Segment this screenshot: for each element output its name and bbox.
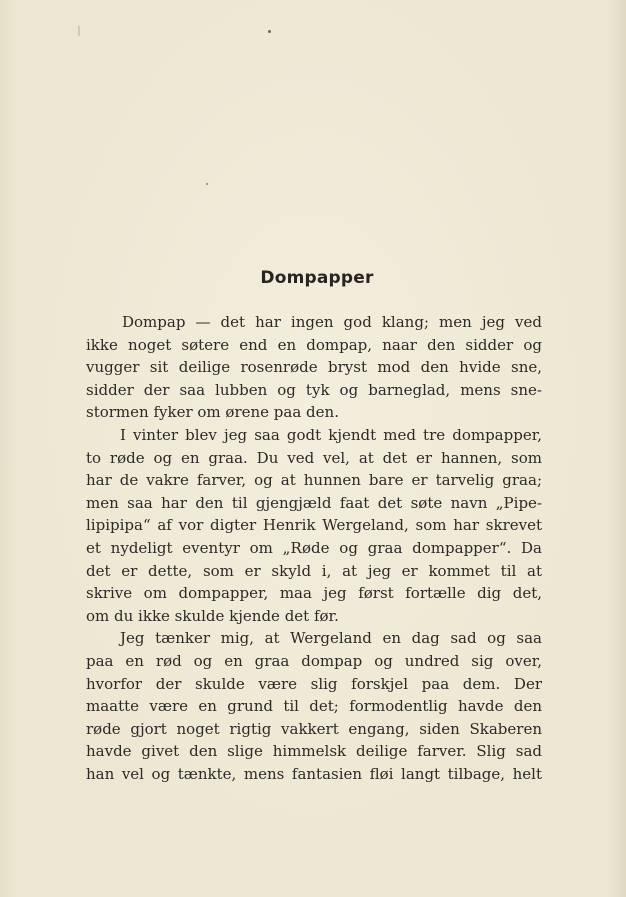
text-line: havde givet den slige himmelsk deilige farver. Slig sad (86, 742, 542, 761)
text-line: Dompap — det har ingen god klang; men jeg ved (122, 313, 542, 331)
text-line: om du ikke skulde kjende det før. (86, 606, 339, 625)
text-line: sidder der saa lubben og tyk og barneglad, mens sne- (86, 380, 542, 399)
body-text (86, 311, 542, 785)
text-line: røde gjort noget rigtig vakkert engang, siden Skaberen (86, 719, 542, 738)
text-line: lipipipa“ af vor digter Henrik Wergeland, som har skrevet (86, 516, 542, 535)
text-line: men saa har den til gjengjæld faat det søte navn „Pipe- (86, 493, 542, 512)
text-line: vugger sit deilige rosenrøde bryst mod den hvide sne, (86, 358, 542, 377)
text-line: Jeg tænker mig, at Wergeland en dag sad og saa (120, 629, 542, 648)
text-line: ikke noget søtere end en dompap, naar den sidder og (86, 335, 542, 354)
text-line: skrive om dompapper, maa jeg først fortælle dig det, (86, 584, 542, 603)
ink-speck (206, 183, 208, 185)
text-line: har de vakre farver, og at hunnen bare er tarvelig graa; (86, 471, 542, 490)
text-line: det er dette, som er skyld i, at jeg er kommet til at (86, 561, 542, 580)
chapter-title: Dompapper (260, 268, 374, 288)
text-line: et nydeligt eventyr om „Røde og graa dompapper“. Da (86, 538, 542, 557)
text-line: I vinter blev jeg saa godt kjendt med tre dompapper, (120, 425, 542, 444)
text-line: maatte være en grund til det; formodentlig havde den (86, 697, 542, 716)
text-line: han vel og tænkte, mens fantasien fløi langt tilbage, helt (86, 764, 542, 783)
ink-speck (268, 30, 271, 33)
text-line: stormen fyker om ørene paa den. (86, 403, 339, 422)
text-line: to røde og en graa. Du ved vel, at det er hannen, som (86, 448, 542, 467)
text-line: paa en rød og en graa dompap og undred sig over, (86, 651, 542, 670)
text-line: hvorfor der skulde være slig forskjel paa dem. Der (86, 674, 542, 693)
page-edge-mark (78, 26, 80, 36)
